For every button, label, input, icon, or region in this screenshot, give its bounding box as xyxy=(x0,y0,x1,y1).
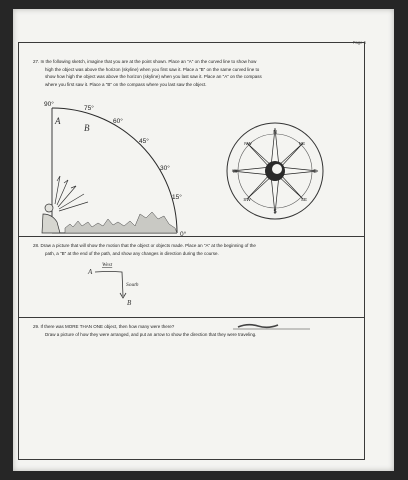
divider-q27-q28 xyxy=(18,236,365,237)
q27-line-2: high the object was above the horizon (skyline) when you first saw it. Place a "B" on the same curved line to xyxy=(45,66,260,72)
q28-line-2: path, a "B" at the end of the path, and show any changes in direction during the course. xyxy=(45,250,219,256)
q28-text xyxy=(33,242,256,257)
angle-label-60: 60° xyxy=(113,118,123,125)
angle-label-0: 0° xyxy=(180,231,187,238)
compass-s: S xyxy=(273,209,277,215)
q28-mark-a: A xyxy=(88,268,93,276)
compass-crescent xyxy=(272,164,282,174)
q28-note-west: West xyxy=(102,262,113,268)
angle-label-15: 15° xyxy=(172,194,182,201)
compass-e: E xyxy=(313,169,317,175)
q27-line-3: show how high the object was above the horizon (skyline) when you last saw it. Place an "A" on the compass xyxy=(45,74,262,80)
q27-number: 27. xyxy=(33,59,40,64)
q27-text xyxy=(33,58,262,88)
q29-line-1: If there was MORE THAN ONE object, then how many were there? xyxy=(40,324,175,329)
q29-number: 29. xyxy=(33,324,40,329)
compass-sw: SW xyxy=(243,197,251,202)
divider-q28-q29 xyxy=(18,317,365,318)
q28-line-1: Draw a picture that will show the motion that the object or objects made. Place an "A" at the beginning of the xyxy=(40,243,256,248)
q29-text xyxy=(33,323,256,338)
compass-se: SE xyxy=(300,197,308,202)
q27-line-4: where you first saw it. Place a "B" on the compass where you last saw the object. xyxy=(45,81,207,87)
angle-label-75: 75° xyxy=(84,105,94,112)
compass-ne: NE xyxy=(298,141,306,146)
angle-label-30: 30° xyxy=(160,165,170,172)
angle-label-90: 90° xyxy=(44,101,54,108)
compass-w: W xyxy=(232,169,238,175)
answer-mark-a: A xyxy=(55,116,61,126)
compass-nw: NW xyxy=(244,141,252,146)
q29-line-2: Draw a picture of how they were arranged, and put an arrow to show the direction that they were traveling. xyxy=(45,331,257,337)
page-number: Page 5 xyxy=(352,40,366,45)
answer-mark-b: B xyxy=(84,123,90,133)
q28-number: 28. xyxy=(33,243,40,248)
compass-n: N xyxy=(273,130,277,136)
compass-rose xyxy=(225,121,325,221)
q27-line-1: In the following sketch, imagine that you are at the point shown. Place an "A" on the curved line to show how xyxy=(40,59,257,64)
angle-label-45: 45° xyxy=(139,138,149,145)
q28-mark-b: B xyxy=(127,299,132,307)
q28-note-south: South xyxy=(126,282,139,288)
